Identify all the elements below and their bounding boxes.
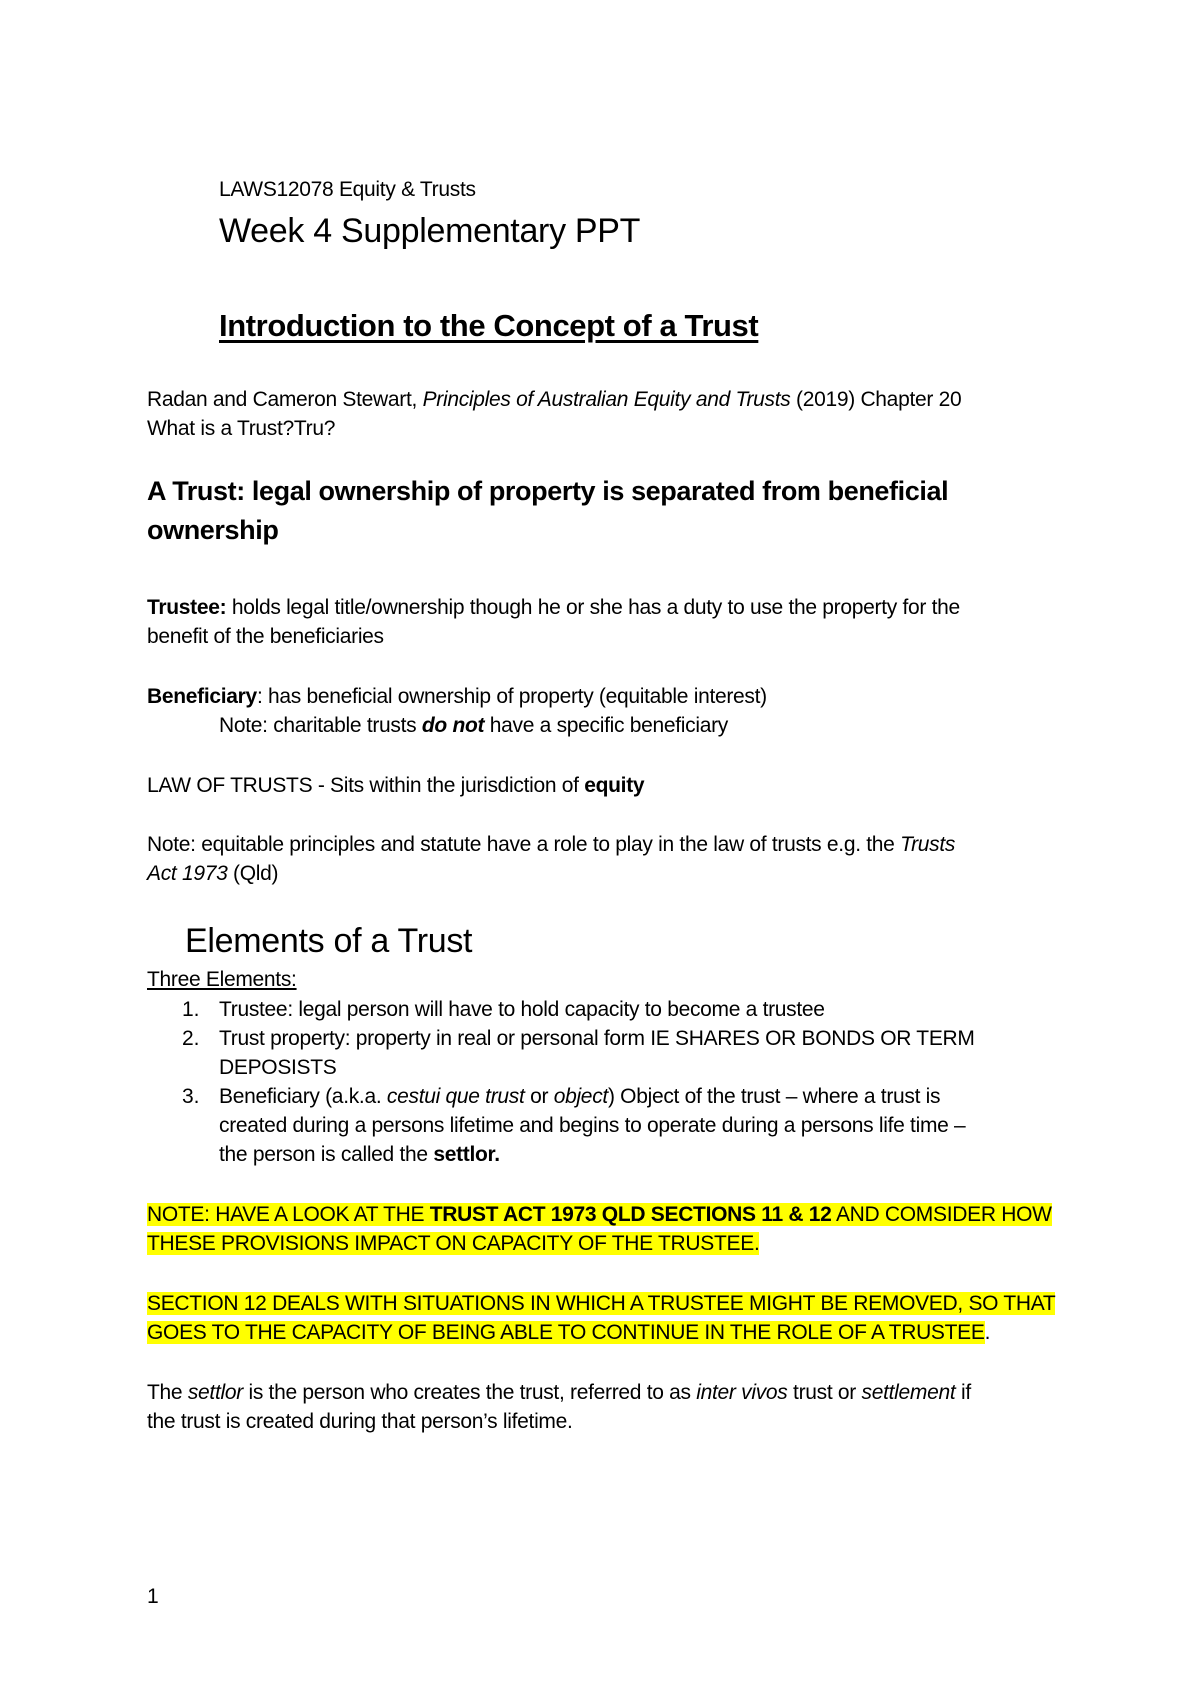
intro-heading: Introduction to the Concept of a Trust [219, 308, 759, 343]
equitable-note: Note: equitable principles and statute have a role to play in the law of trusts e.g. the Trusts [147, 833, 956, 856]
trust-heading-line-2: ownership [147, 515, 279, 545]
highlight-note-1: NOTE: HAVE A LOOK AT THE TRUST ACT 1973 QLD SECTIONS 11 & 12 AND COMSIDER HOW [147, 1203, 1052, 1226]
list-item: Beneficiary (a.k.a. cestui que trust or object) Object of the trust – where a trust is [219, 1085, 941, 1108]
beneficiary-definition: Beneficiary: has beneficial ownership of property (equitable interest) [147, 685, 767, 708]
beneficiary-label: Beneficiary [147, 685, 257, 708]
highlight-note-1-line-2: THESE PROVISIONS IMPACT ON CAPACITY OF THE TRUSTEE. [147, 1232, 760, 1255]
list-item-continued: created during a persons lifetime and begins to operate during a persons life time – [219, 1114, 966, 1137]
highlight-note-2: SECTION 12 DEALS WITH SITUATIONS IN WHICH A TRUSTEE MIGHT BE REMOVED, SO THAT [147, 1292, 1056, 1315]
list-item-continued: the person is called the settlor. [219, 1143, 500, 1166]
trustee-definition: Trustee: holds legal title/ownership though he or she has a duty to use the property for the [147, 596, 960, 619]
list-item-continued: DEPOSISTS [219, 1056, 337, 1079]
settlor-paragraph-line-2: the trust is created during that person’s lifetime. [147, 1410, 573, 1433]
page-number: 1 [147, 1585, 159, 1608]
list-item: Trust property: property in real or personal form IE SHARES OR BONDS OR TERM [219, 1027, 975, 1050]
list-number: 1. [182, 998, 200, 1021]
list-number: 3. [182, 1085, 200, 1108]
highlight-note-2-line-2: GOES TO THE CAPACITY OF BEING ABLE TO CONTINUE IN THE ROLE OF A TRUSTEE. [147, 1321, 991, 1344]
list-number: 2. [182, 1027, 200, 1050]
reference-line-2: What is a Trust?Tru? [147, 417, 336, 440]
reference-line: Radan and Cameron Stewart, Principles of Australian Equity and Trusts (2019) Chapter 20 [147, 388, 962, 411]
trustee-definition-line-2: benefit of the beneficiaries [147, 625, 384, 648]
trustee-label: Trustee: [147, 596, 227, 619]
beneficiary-note: Note: charitable trusts do not have a specific beneficiary [219, 714, 728, 737]
equitable-note-line-2: Act 1973 (Qld) [147, 862, 279, 885]
course-code: LAWS12078 Equity & Trusts [219, 178, 476, 201]
do-not-emphasis: do not [421, 714, 485, 737]
book-title: Principles of Australian Equity and Trusts [422, 388, 791, 411]
settlor-paragraph: The settlor is the person who creates the trust, referred to as inter vivos trust or settlement if [147, 1381, 971, 1404]
law-of-trusts: LAW OF TRUSTS - Sits within the jurisdiction of equity [147, 774, 645, 797]
trust-heading-line-1: A Trust: legal ownership of property is separated from beneficial [147, 476, 949, 506]
elements-heading: Elements of a Trust [185, 922, 473, 960]
three-elements-label: Three Elements: [147, 968, 297, 991]
week-title: Week 4 Supplementary PPT [219, 212, 641, 250]
list-item: Trustee: legal person will have to hold capacity to become a trustee [219, 998, 825, 1021]
